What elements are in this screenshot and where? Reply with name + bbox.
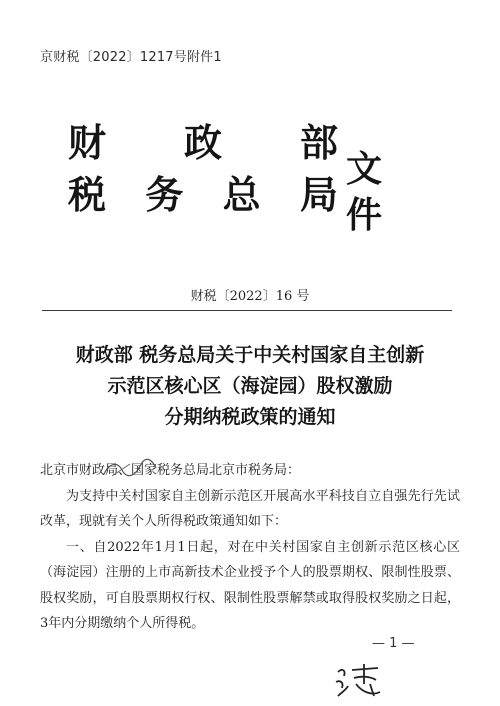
document-body bbox=[40, 458, 460, 637]
issuer-char: 局 bbox=[299, 172, 338, 217]
document-title bbox=[0, 340, 500, 433]
salutation: 北京市财政局、国家税务总局北京市税务局： bbox=[40, 463, 301, 478]
handwritten-signature bbox=[330, 662, 390, 702]
document-word: 文件 bbox=[346, 148, 383, 236]
title-line: 示范区核心区（海淀园）股权激励 bbox=[107, 375, 393, 397]
title-line: 分期纳税政策的通知 bbox=[164, 406, 336, 428]
document-number: 财税〔2022〕16 号 bbox=[190, 289, 310, 304]
header-rule bbox=[42, 310, 452, 311]
issuer-line-2 bbox=[68, 172, 338, 218]
handwritten-mark bbox=[100, 456, 160, 482]
issuer-char: 部 bbox=[299, 120, 338, 165]
body-paragraph: 为支持中关村国家自主创新示范区开展高水平科技自立自强先行先试改革，现就有关个人所得税政策通知如下： bbox=[40, 488, 460, 529]
issuer-char: 政 bbox=[183, 120, 222, 165]
issuer-char: 务 bbox=[145, 172, 184, 217]
page-number: — 1 — bbox=[372, 636, 415, 651]
attachment-reference: 京财税〔2022〕1217号附件1 bbox=[40, 50, 222, 65]
body-paragraph: 一、自2022年1月1日起，对在中关村国家自主创新示范区核心区（海淀园）注册的上市高新技术企业授予个人的股票期权、限制性股票、股权奖励，可自股票期权行权、限制性股票解禁或取得股权奖励之日起，3年内分期缴纳个人所得税。 bbox=[40, 539, 460, 631]
issuer-line-1 bbox=[68, 120, 338, 166]
issuer-char: 总 bbox=[222, 172, 261, 217]
issuer-char: 财 bbox=[68, 120, 107, 165]
issuer-char: 税 bbox=[68, 172, 107, 217]
issuer-header bbox=[68, 120, 408, 236]
title-line: 财政部 税务总局关于中关村国家自主创新 bbox=[75, 344, 425, 366]
